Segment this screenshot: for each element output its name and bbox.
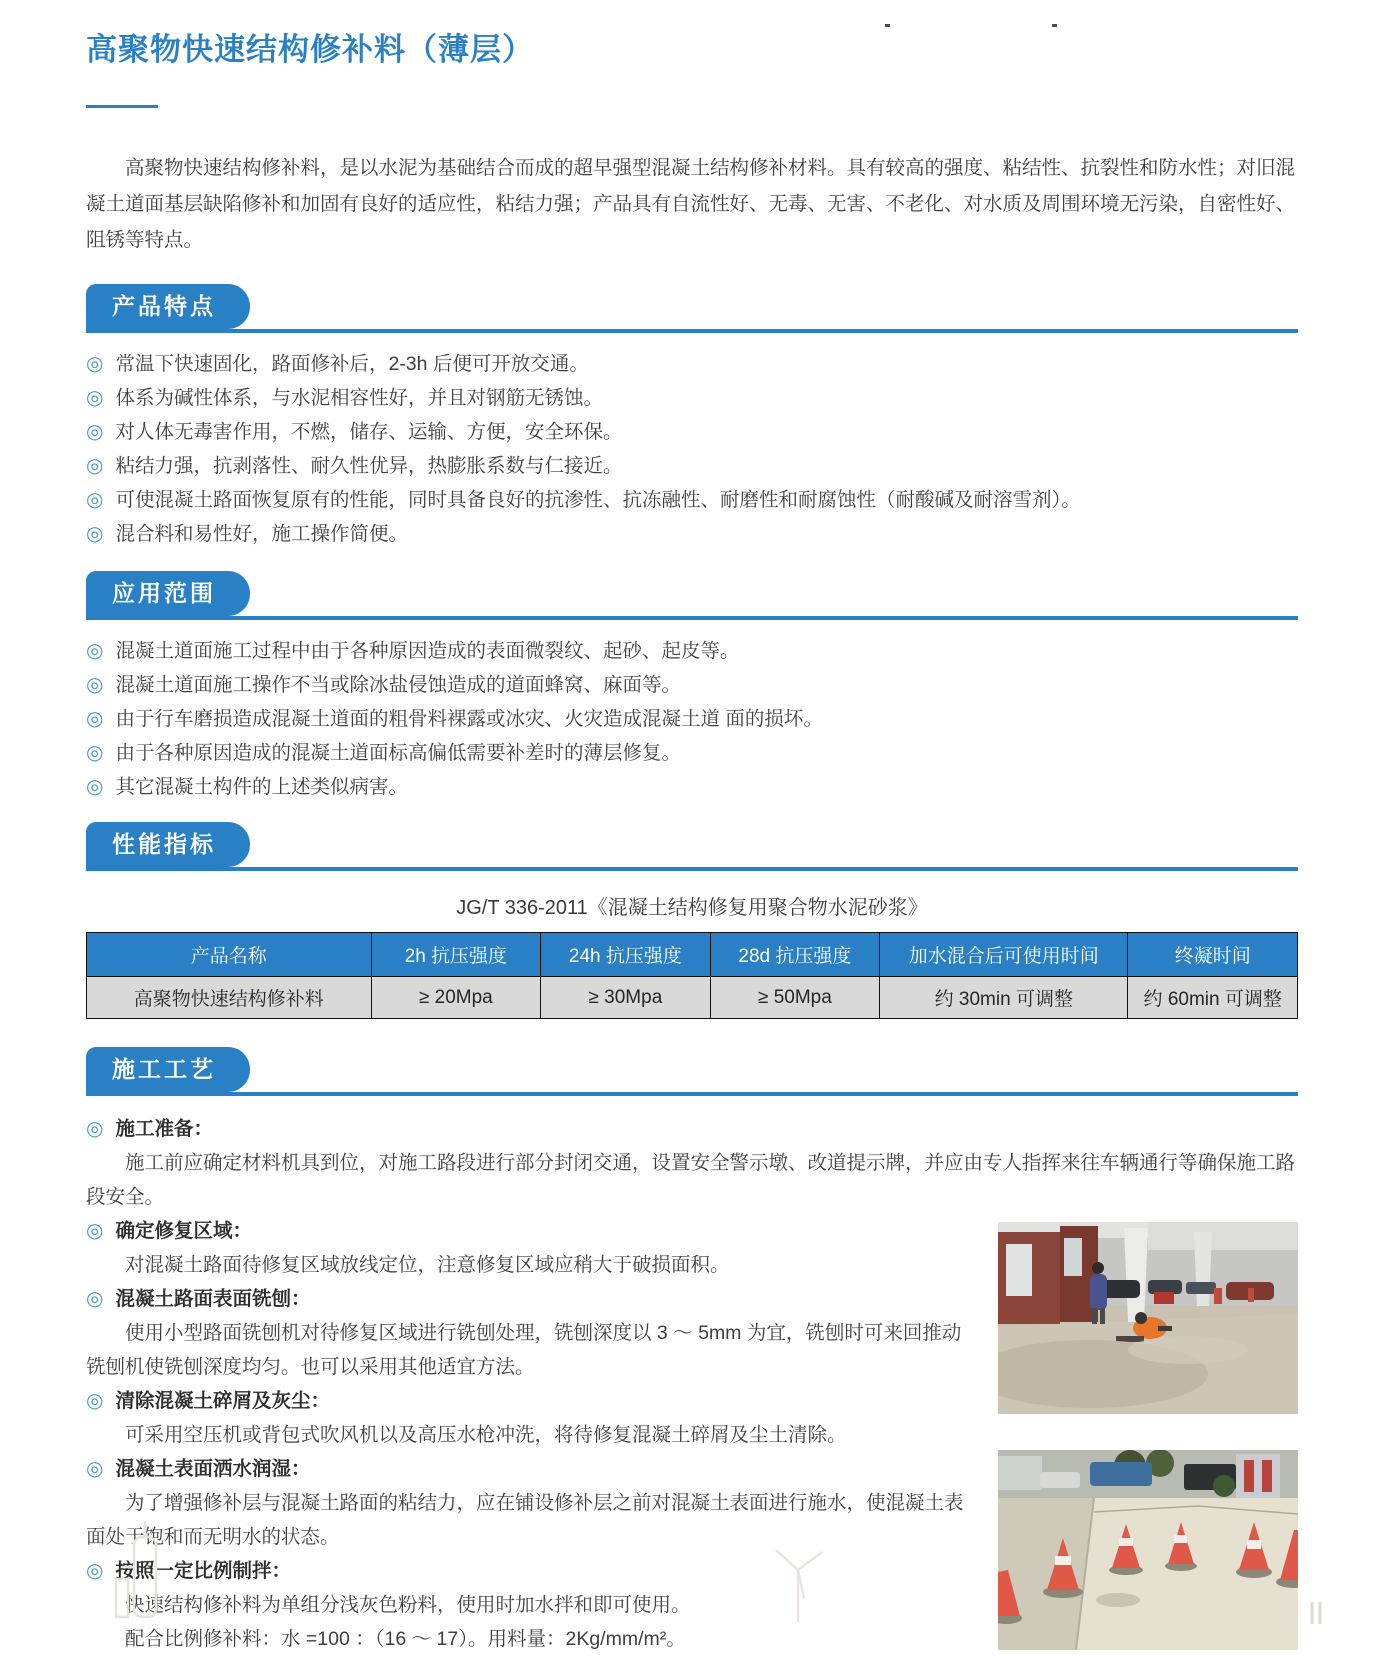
ring-bullet-icon: ◎ [86,674,104,696]
feature-item-text: 粘结力强，抗剥落性、耐久性优异，热膨胀系数与仁接近。 [115,455,623,477]
ring-bullet-icon: ◎ [86,742,104,764]
table-header-cell: 终凝时间 [1128,933,1298,977]
section-header-process [86,1047,1298,1096]
process-photos [998,1222,1298,1650]
intro-paragraph: 高聚物快速结构修补料，是以水泥为基础结合而成的超早强型混凝土结构修补材料。具有较高的强度、粘结性、抗裂性和防水性；对旧混凝土道面基层缺陷修补和加固有良好的适应性，粘结力强；产品具有自流性好、无毒、无害、不老化、对水质及周围环境无污染，自密性好、阻锈等特点。 [86,157,1296,251]
feature-item [86,415,1298,449]
application-item-text: 混凝土道面施工过程中由于各种原因造成的表面微裂纹、起砂、起皮等。 [115,640,740,662]
feature-item-text: 体系为碱性体系，与水泥相容性好，并且对钢筋无锈蚀。 [115,387,603,409]
section-badge-features: 产品特点 [86,284,250,329]
step-paragraph: 施工前应确定材料机具到位，对施工路段进行部分封闭交通，设置安全警示墩、改道提示牌，并应由专人指挥来往车辆通行等确保施工路段安全。 [86,1152,1296,1208]
table-cell: ≥ 20Mpa [371,977,541,1019]
ring-bullet-icon: ◎ [86,1118,104,1140]
table-header-cell: 28d 抗压强度 [710,933,880,977]
application-item-text: 由于各种原因造成的混凝土道面标高偏低需要补差时的薄层修复。 [115,742,681,764]
ring-bullet-icon: ◎ [86,455,104,477]
section-header-features [86,284,1298,333]
title-underline [86,105,158,108]
step-paragraph: 可采用空压机或背包式吹风机以及高压水枪冲洗，将待修复混凝土碎屑及尘土清除。 [125,1424,847,1446]
ring-bullet-icon: ◎ [86,1390,104,1412]
application-item-text: 其它混凝土构件的上述类似病害。 [115,776,408,798]
application-item-text: 由于行车磨损造成混凝土道面的粗骨料裸露或冰灾、火灾造成混凝土道 面的损坏。 [115,708,823,730]
ring-bullet-icon: ◎ [86,1458,104,1480]
step-label-text: 清除混凝土碎屑及灰尘： [115,1390,330,1412]
process-step [86,1112,1298,1214]
feature-item-text: 对人体无毒害作用，不燃，储存、运输、方便，安全环保。 [115,421,623,443]
process-body [86,1112,1298,1656]
feature-item-text: 常温下快速固化，路面修补后，2-3h 后便可开放交通。 [115,353,589,375]
feature-item [86,517,1298,551]
step-label-text: 确定修复区域： [115,1220,252,1242]
table-cell: ≥ 50Mpa [710,977,880,1019]
section-header-performance [86,822,1298,871]
ring-bullet-icon: ◎ [86,1560,104,1582]
feature-item [86,483,1298,517]
page-title: 高聚物快速结构修补料（薄层） [86,32,534,67]
table-cell: ≥ 30Mpa [541,977,711,1019]
section-badge-performance: 性能指标 [86,822,250,867]
ring-bullet-icon: ◎ [86,640,104,662]
feature-item-text: 混合料和易性好，施工操作简便。 [115,523,408,545]
feature-item [86,449,1298,483]
application-item [86,634,1298,668]
ring-bullet-icon: ◎ [86,708,104,730]
step-label-text: 施工准备： [115,1118,213,1140]
table-header-cell: 加水混合后可使用时间 [880,933,1128,977]
step-label-text: 混凝土路面表面铣刨： [115,1288,311,1310]
ring-bullet-icon: ◎ [86,1288,104,1310]
application-item [86,770,1298,804]
ring-bullet-icon: ◎ [86,776,104,798]
table-header-cell: 产品名称 [87,933,372,977]
document-page [0,24,1384,1656]
step-label-text: 混凝土表面洒水润湿： [115,1458,311,1480]
section-badge-process: 施工工艺 [86,1047,250,1092]
step-paragraph: 快速结构修补料为单组分浅灰色粉料，使用时加水拌和即可使用。 [125,1594,691,1616]
step-label-text: 按照一定比例制拌： [115,1560,291,1582]
standard-reference: JG/T 336-2011《混凝土结构修复用聚合物水泥砂浆》 [456,897,928,919]
performance-table [86,932,1298,1019]
feature-item [86,347,1298,381]
application-item-text: 混凝土道面施工操作不当或除冰盐侵蚀造成的道面蜂窝、麻面等。 [115,674,681,696]
ring-bullet-icon: ◎ [86,489,104,511]
ring-bullet-icon: ◎ [86,387,104,409]
traffic-cones-photo [998,1450,1298,1650]
section-badge-applications: 应用范围 [86,571,250,616]
feature-item [86,381,1298,415]
table-header-row [87,933,1298,977]
table-header-cell: 24h 抗压强度 [541,933,711,977]
feature-item-text: 可使混凝土路面恢复原有的性能，同时具备良好的抗渗性、抗冻融性、耐磨性和耐腐蚀性（耐酸碱及耐溶雪剂）。 [115,489,1081,511]
table-cell: 高聚物快速结构修补料 [87,977,372,1019]
table-header-cell: 2h 抗压强度 [371,933,541,977]
section-header-applications [86,571,1298,620]
application-item [86,668,1298,702]
features-list [86,347,1298,551]
step-paragraph: 配合比例修补料：水 =100 ：（16 ～ 17）。用料量：2Kg/mm/m²。 [125,1628,686,1650]
step-paragraph: 为了增强修补层与混凝土路面的粘结力，应在铺设修补层之前对混凝土表面进行施水，使混凝土表面处于饱和而无明水的状态。 [86,1492,964,1548]
application-item [86,736,1298,770]
table-cell: 约 30min 可调整 [880,977,1128,1019]
ring-bullet-icon: ◎ [86,523,104,545]
table-cell: 约 60min 可调整 [1128,977,1298,1019]
ring-bullet-icon: ◎ [86,1220,104,1242]
applications-list [86,634,1298,804]
pavement-repair-workers-photo [998,1222,1298,1414]
ring-bullet-icon: ◎ [86,353,104,375]
table-row [87,977,1298,1019]
application-item [86,702,1298,736]
step-paragraph: 使用小型路面铣刨机对待修复区域进行铣刨处理，铣刨深度以 3 ～ 5mm 为宜，铣刨时可来回推动铣刨机使铣刨深度均匀。也可以采用其他适宜方法。 [86,1322,962,1378]
step-paragraph: 对混凝土路面待修复区域放线定位，注意修复区域应稍大于破损面积。 [125,1254,730,1276]
ring-bullet-icon: ◎ [86,421,104,443]
